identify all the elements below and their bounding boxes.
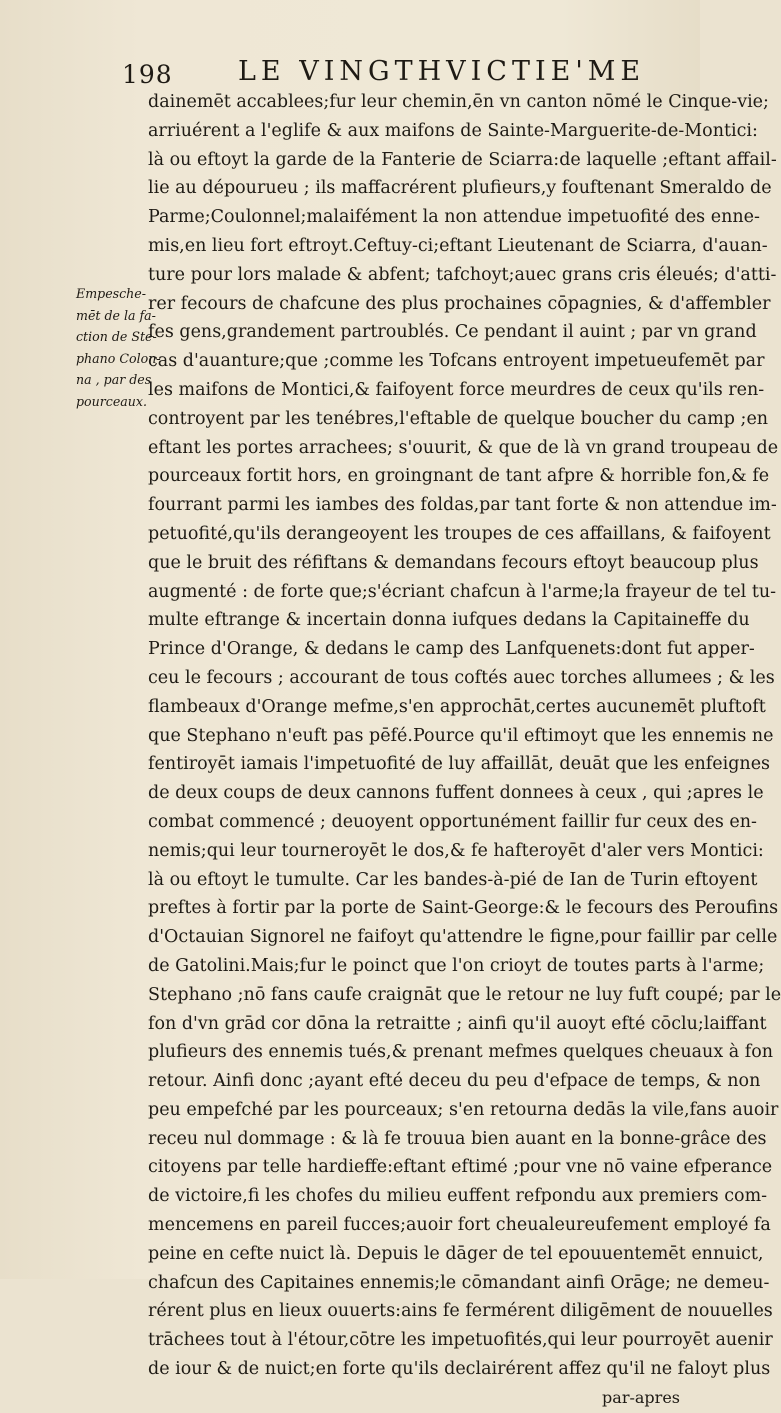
- running-head: LE VINGTHVICTIE'ME: [238, 56, 646, 87]
- text-line: rérent plus en lieux ouuerts:ains fe fermérent diligēment de nouuelles: [148, 1301, 773, 1322]
- text-line: citoyens par telle hardieffe:eftant eftimé ;pour vne nō vaine efperance: [148, 1157, 773, 1178]
- text-line: flambeaux d'Orange mefme,s'en approchāt,certes aucunemēt pluftoft: [148, 696, 766, 717]
- text-line: peine en cefte nuict là. Depuis le dāger de tel epouuentemēt ennuict,: [148, 1243, 764, 1264]
- text-line: arriuérent a l'eglife & aux maifons de Sainte-Marguerite-de-Montici:: [148, 120, 758, 141]
- text-line: trāchees tout à l'étour,cōtre les impetuofités,qui leur pourroyēt auenir: [148, 1330, 773, 1351]
- text-line: multe eftrange & incertain donna iufques dedans la Capitaineffe du: [148, 610, 750, 631]
- text-line: dainemēt accablees;fur leur chemin,ēn vn canton nōmé le Cinque-vie;: [148, 92, 769, 112]
- text-line: Parme;Coulonnel;malaifément la non attendue impetuofité des enne-: [148, 207, 760, 228]
- text-line: plufieurs des ennemis tués,& prenant mefmes quelques cheuaux à fon: [148, 1042, 774, 1063]
- text-line: ture pour lors malade & abfent; tafchoyt;auec grans cris éleués; d'atti-: [148, 264, 777, 285]
- text-line: mencemens en pareil fucces;auoir fort cheualeureufement employé fa: [148, 1215, 771, 1236]
- text-line: les maifons de Montici,& faifoyent force meurdres de ceux qu'ils ren-: [148, 379, 765, 400]
- text-line: là ou eftoyt le tumulte. Car les bandes-à-pié de Ian de Turin eftoyent: [148, 869, 758, 890]
- marginal-note: [76, 283, 161, 413]
- text-line: fourrant parmi les iambes des foldas,par tant forte & non attendue im-: [148, 495, 777, 516]
- text-line: fentiroyēt iamais l'impetuofité de luy affaillāt, deuāt que les enfeignes: [148, 754, 771, 775]
- text-line: Prince d'Orange, & dedans le camp des Lanfquenets:dont fut apper-: [148, 639, 755, 660]
- text-line: chafcun des Capitaines ennemis;le cōmandant ainfi Orāge; ne demeu-: [148, 1272, 770, 1293]
- text-line: fes gens,grandement partroublés. Ce pendant il auint ; par vn grand: [148, 322, 757, 343]
- text-line: rer fecours de chafcune des plus prochaines cōpagnies, & d'affembler: [148, 293, 771, 314]
- text-line: augmenté : de forte que;s'écriant chafcun à l'arme;la frayeur de tel tu-: [148, 581, 777, 602]
- text-line: petuofité,qu'ils derangeoyent les troupes de ces affaillans, & faifoyent: [148, 523, 771, 544]
- marginal-note-line: mēt de la fa-: [76, 307, 156, 323]
- marginal-note-line: phano Colon-: [76, 350, 161, 366]
- text-line: de iour & de nuict;en forte qu'ils declairérent affez qu'il ne faloyt plus: [148, 1359, 771, 1380]
- text-line: que Stephano n'euft pas pēfé.Pource qu'il eftimoyt que les ennemis ne: [148, 725, 774, 746]
- body-text: [148, 88, 781, 1413]
- text-line: mis,en lieu fort eftroyt.Ceftuy-ci;eftant Lieutenant de Sciarra, d'auan-: [148, 235, 768, 256]
- text-line: de Gatolini.Mais;fur le poinct que l'on crioyt de toutes parts à l'arme;: [148, 955, 765, 976]
- text-line: combat commencé ; deuoyent opportunément faillir fur ceux des en-: [148, 811, 757, 832]
- text-line: peu empefché par les pourceaux; s'en retourna dedās la vile,fans auoir: [148, 1099, 779, 1120]
- text-line: receu nul dommage : & là fe trouua bien auant en la bonne-grâce des: [148, 1128, 767, 1149]
- catchword: par-apres: [602, 1387, 680, 1407]
- marginal-note-line: pourceaux.: [76, 393, 148, 409]
- text-line: d'Octauian Signorel ne faifoyt qu'attendre le figne,pour faillir par celle: [148, 927, 778, 948]
- text-line: controyent par les tenébres,l'eftable de quelque boucher du camp ;en: [148, 408, 769, 429]
- text-line: retour. Ainfi donc ;ayant efté deceu du peu d'efpace de temps, & non: [148, 1071, 761, 1092]
- text-line: Stephano ;nō fans caufe craignāt que le retour ne luy fuft coupé; par le: [148, 984, 781, 1005]
- text-line: de victoire,fi les chofes du milieu euffent refpondu aux premiers com-: [148, 1186, 768, 1207]
- page-number: 198: [122, 60, 173, 89]
- text-line: nemis;qui leur tourneroyēt le dos,& fe hafteroyēt d'aler vers Montici:: [148, 840, 764, 861]
- text-line: pourceaux fortit hors, en groingnant de tant afpre & horrible fon,& fe: [148, 466, 770, 487]
- text-line: de deux coups de deux cannons fuffent donnees à ceux , qui ;apres le: [148, 783, 764, 804]
- marginal-note-line: ction de Ste-: [76, 329, 157, 345]
- text-line: preftes à fortir par la porte de Saint-George:& le fecours des Peroufins: [148, 898, 779, 919]
- text-line: là ou eftoyt la garde de la Fanterie de Sciarra:de laquelle ;eftant affail-: [148, 149, 777, 170]
- marginal-note-line: Empesche-: [76, 286, 146, 301]
- marginal-note-line: na , par des: [76, 372, 152, 388]
- text-line: ceu le fecours ; accourant de tous coftés auec torches allumees ; & les: [148, 667, 775, 688]
- text-line: lie au dépourueu ; ils maffacrérent plufieurs,y fouftenant Smeraldo de: [148, 178, 772, 199]
- text-line: cas d'auanture;que ;comme les Tofcans entroyent impetueufemēt par: [148, 351, 765, 372]
- text-line: eftant les portes arrachees; s'ouurit, & que de là vn grand troupeau de: [148, 437, 779, 458]
- text-line: que le bruit des réfiftans & demandans fecours eftoyt beaucoup plus: [148, 552, 759, 573]
- text-line: fon d'vn grād cor dōna la retraitte ; ainfi qu'il auoyt efté cōclu;laiffant: [148, 1013, 767, 1034]
